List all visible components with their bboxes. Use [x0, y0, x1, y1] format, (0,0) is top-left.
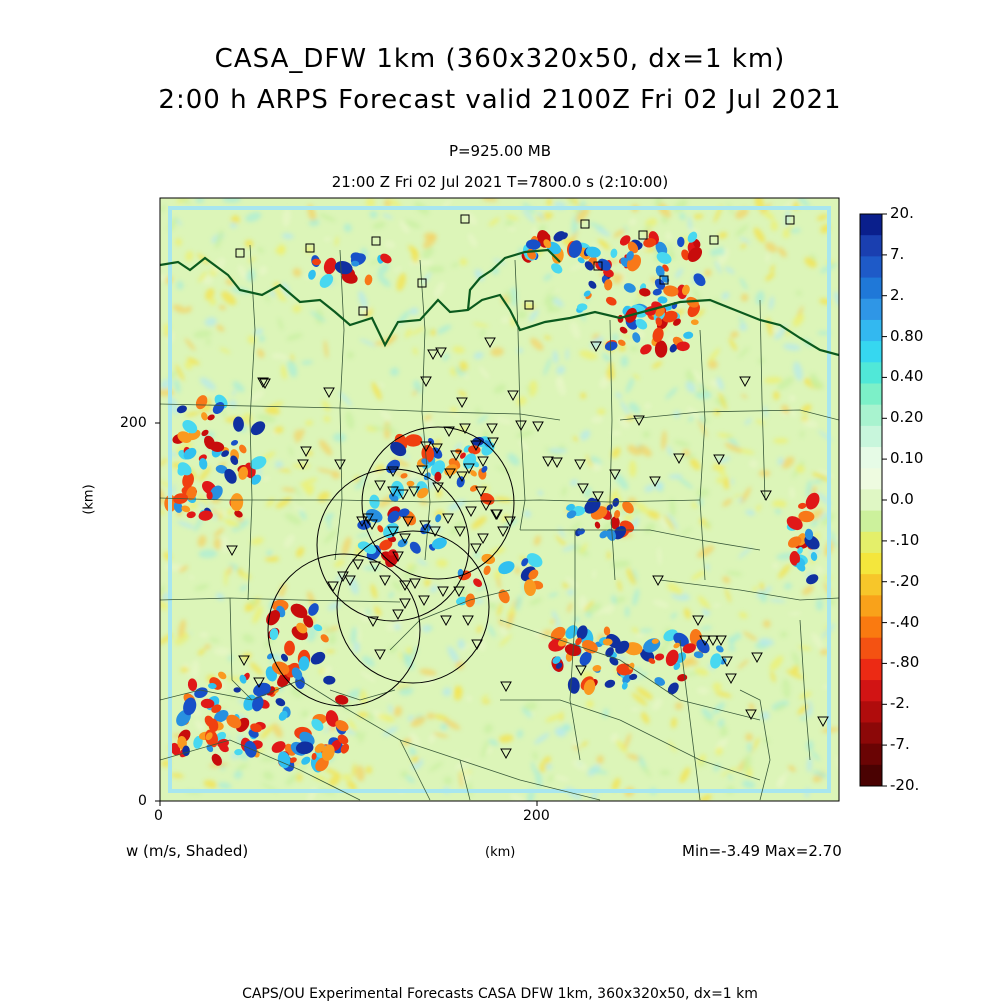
- field-texture-mark: [816, 598, 823, 611]
- colorbar-label: -.80: [890, 653, 920, 672]
- colorbar-swatch: [860, 447, 882, 469]
- colorbar-swatch: [860, 617, 882, 639]
- pressure-level-label: P=925.00 MB: [448, 142, 552, 160]
- colorbar-swatch: [860, 701, 882, 723]
- footer-credit: CAPS/OU Experimental Forecasts CASA DFW 1km, 360x320x50, dx=1 km: [242, 986, 758, 1002]
- colorbar-swatch: [860, 405, 882, 427]
- y-axis-label: (km): [81, 484, 97, 515]
- colorbar-swatch: [860, 341, 882, 363]
- colorbar-label: -.20: [890, 571, 920, 590]
- field-texture-mark: [366, 198, 376, 207]
- colorbar-swatch: [860, 680, 882, 702]
- colorbar-swatch: [860, 214, 882, 236]
- colorbar-swatch: [860, 426, 882, 448]
- field-variable-label: w (m/s, Shaded): [126, 842, 249, 860]
- plot-title-line2: 2:00 h ARPS Forecast valid 2100Z Fri 02 Jul 2021: [158, 85, 842, 115]
- colorbar-swatch: [860, 744, 882, 766]
- colorbar-swatch: [860, 638, 882, 660]
- field-texture-mark: [411, 756, 419, 764]
- y-tick-0: 0: [138, 793, 147, 809]
- colorbar-label: 20.: [890, 204, 914, 222]
- colorbar-label: 0.0: [890, 490, 914, 508]
- colorbar-swatch: [860, 532, 882, 554]
- colorbar-label: -.40: [890, 612, 920, 631]
- colorbar-swatch: [860, 299, 882, 321]
- colorbar-label: 0.80: [890, 326, 924, 345]
- colorbar-swatch: [860, 235, 882, 257]
- colorbar-swatch: [860, 278, 882, 300]
- field-texture-mark: [773, 438, 788, 443]
- colorbar-label: -7.: [890, 735, 910, 754]
- colorbar-label: -2.: [890, 694, 910, 713]
- field-texture-mark: [222, 195, 241, 203]
- colorbar-label: -20.: [890, 776, 920, 794]
- colorbar-swatch: [860, 765, 882, 787]
- x-tick-0: 0: [154, 808, 163, 824]
- colorbar-label: 0.40: [890, 367, 924, 386]
- x-axis-label: (km): [485, 845, 516, 860]
- colorbar: [860, 214, 887, 787]
- x-tick-200: 200: [523, 808, 550, 824]
- colorbar-swatch: [860, 595, 882, 617]
- colorbar-swatch: [860, 553, 882, 575]
- colorbar-swatch: [860, 659, 882, 681]
- plot-title-line1: CASA_DFW 1km (360x320x50, dx=1 km): [214, 44, 786, 74]
- colorbar-label: -.10: [890, 530, 920, 549]
- colorbar-swatch: [860, 468, 882, 490]
- colorbar-swatch: [860, 722, 882, 744]
- y-tick-200: 200: [120, 415, 147, 431]
- field-texture-mark: [630, 708, 640, 712]
- colorbar-label: 0.10: [890, 449, 924, 468]
- field-texture-mark: [265, 556, 279, 562]
- colorbar-swatch: [860, 511, 882, 533]
- colorbar-label: 2.: [890, 285, 905, 304]
- min-max-label: Min=-3.49 Max=2.70: [682, 842, 842, 860]
- colorbar-swatch: [860, 489, 882, 511]
- colorbar-swatch: [860, 320, 882, 342]
- valid-time-label: 21:00 Z Fri 02 Jul 2021 T=7800.0 s (2:10:00): [331, 173, 669, 191]
- colorbar-swatch: [860, 574, 882, 596]
- updraft-cell: [312, 259, 321, 266]
- colorbar-swatch: [860, 383, 882, 405]
- colorbar-swatch: [860, 256, 882, 278]
- colorbar-label: 0.20: [890, 408, 924, 427]
- colorbar-swatch: [860, 362, 882, 384]
- field-texture-mark: [199, 632, 209, 637]
- colorbar-label: 7.: [890, 244, 905, 263]
